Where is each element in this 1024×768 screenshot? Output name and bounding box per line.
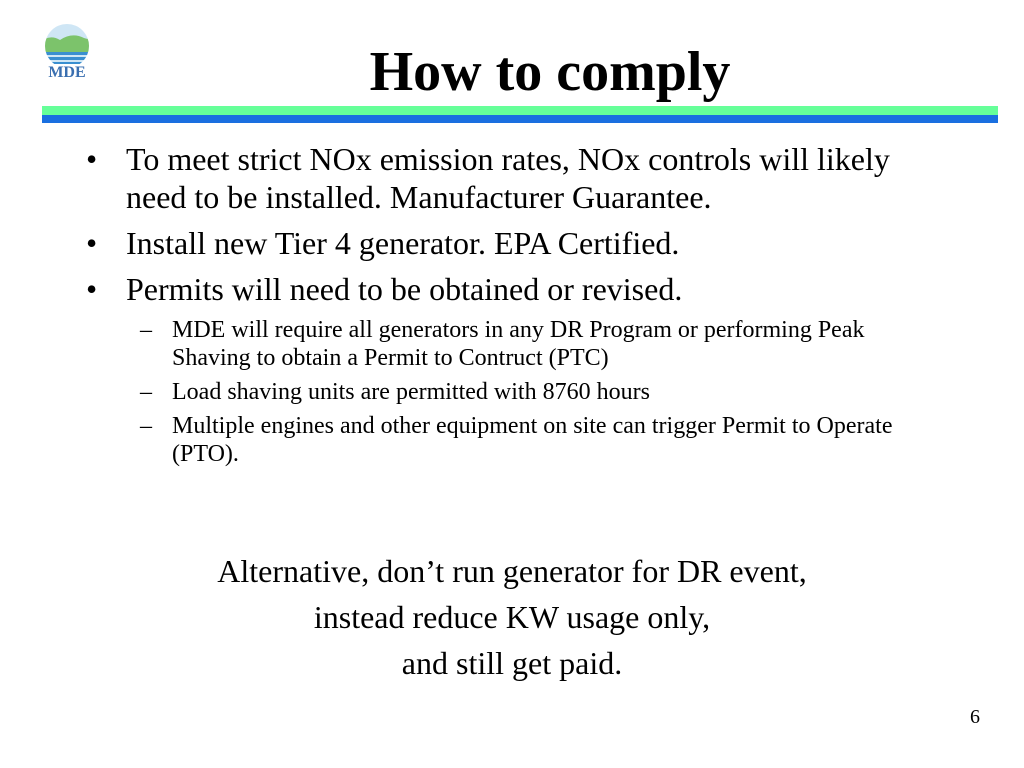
bullet-text: To meet strict NOx emission rates, NOx controls will likely need to be installed. Manufacturer Guarantee. bbox=[126, 141, 890, 215]
title-rule-green bbox=[42, 106, 998, 115]
bullet-icon: • bbox=[86, 271, 98, 307]
bullet-item bbox=[82, 140, 942, 216]
bullet-item bbox=[82, 224, 942, 262]
closing-line: and still get paid. bbox=[401, 645, 623, 681]
mde-logo bbox=[40, 24, 94, 88]
dash-icon: – bbox=[140, 413, 152, 439]
sub-bullet-text: Load shaving units are permitted with 8760 hours bbox=[172, 379, 650, 405]
bullet-text: Install new Tier 4 generator. EPA Certified. bbox=[126, 225, 680, 261]
bullet-item bbox=[82, 270, 942, 468]
bullet-icon: • bbox=[86, 225, 98, 261]
dash-icon: – bbox=[140, 379, 152, 405]
dash-icon: – bbox=[140, 317, 152, 343]
bullet-list bbox=[82, 140, 942, 476]
slide-title: How to comply bbox=[369, 41, 731, 103]
page-number: 6 bbox=[970, 706, 980, 728]
bullet-text: Permits will need to be obtained or revised. bbox=[126, 271, 683, 307]
sub-bullet-item bbox=[126, 412, 942, 468]
closing-statement bbox=[112, 548, 912, 686]
closing-line: Alternative, don’t run generator for DR event, bbox=[217, 553, 807, 589]
sub-bullet-item bbox=[126, 316, 942, 372]
sub-bullet-list bbox=[126, 316, 942, 468]
closing-line: instead reduce KW usage only, bbox=[313, 599, 711, 635]
sub-bullet-text: MDE will require all generators in any DR Program or performing Peak Shaving to obtain a Permit to Contruct (PTC) bbox=[172, 317, 865, 371]
title-rule-blue bbox=[42, 115, 998, 123]
bullet-icon: • bbox=[86, 141, 98, 177]
mde-logo-emblem bbox=[40, 24, 94, 64]
sub-bullet-text: Multiple engines and other equipment on site can trigger Permit to Operate (PTO). bbox=[172, 413, 893, 467]
sub-bullet-item bbox=[126, 378, 942, 406]
logo-text: MDE bbox=[48, 64, 86, 81]
